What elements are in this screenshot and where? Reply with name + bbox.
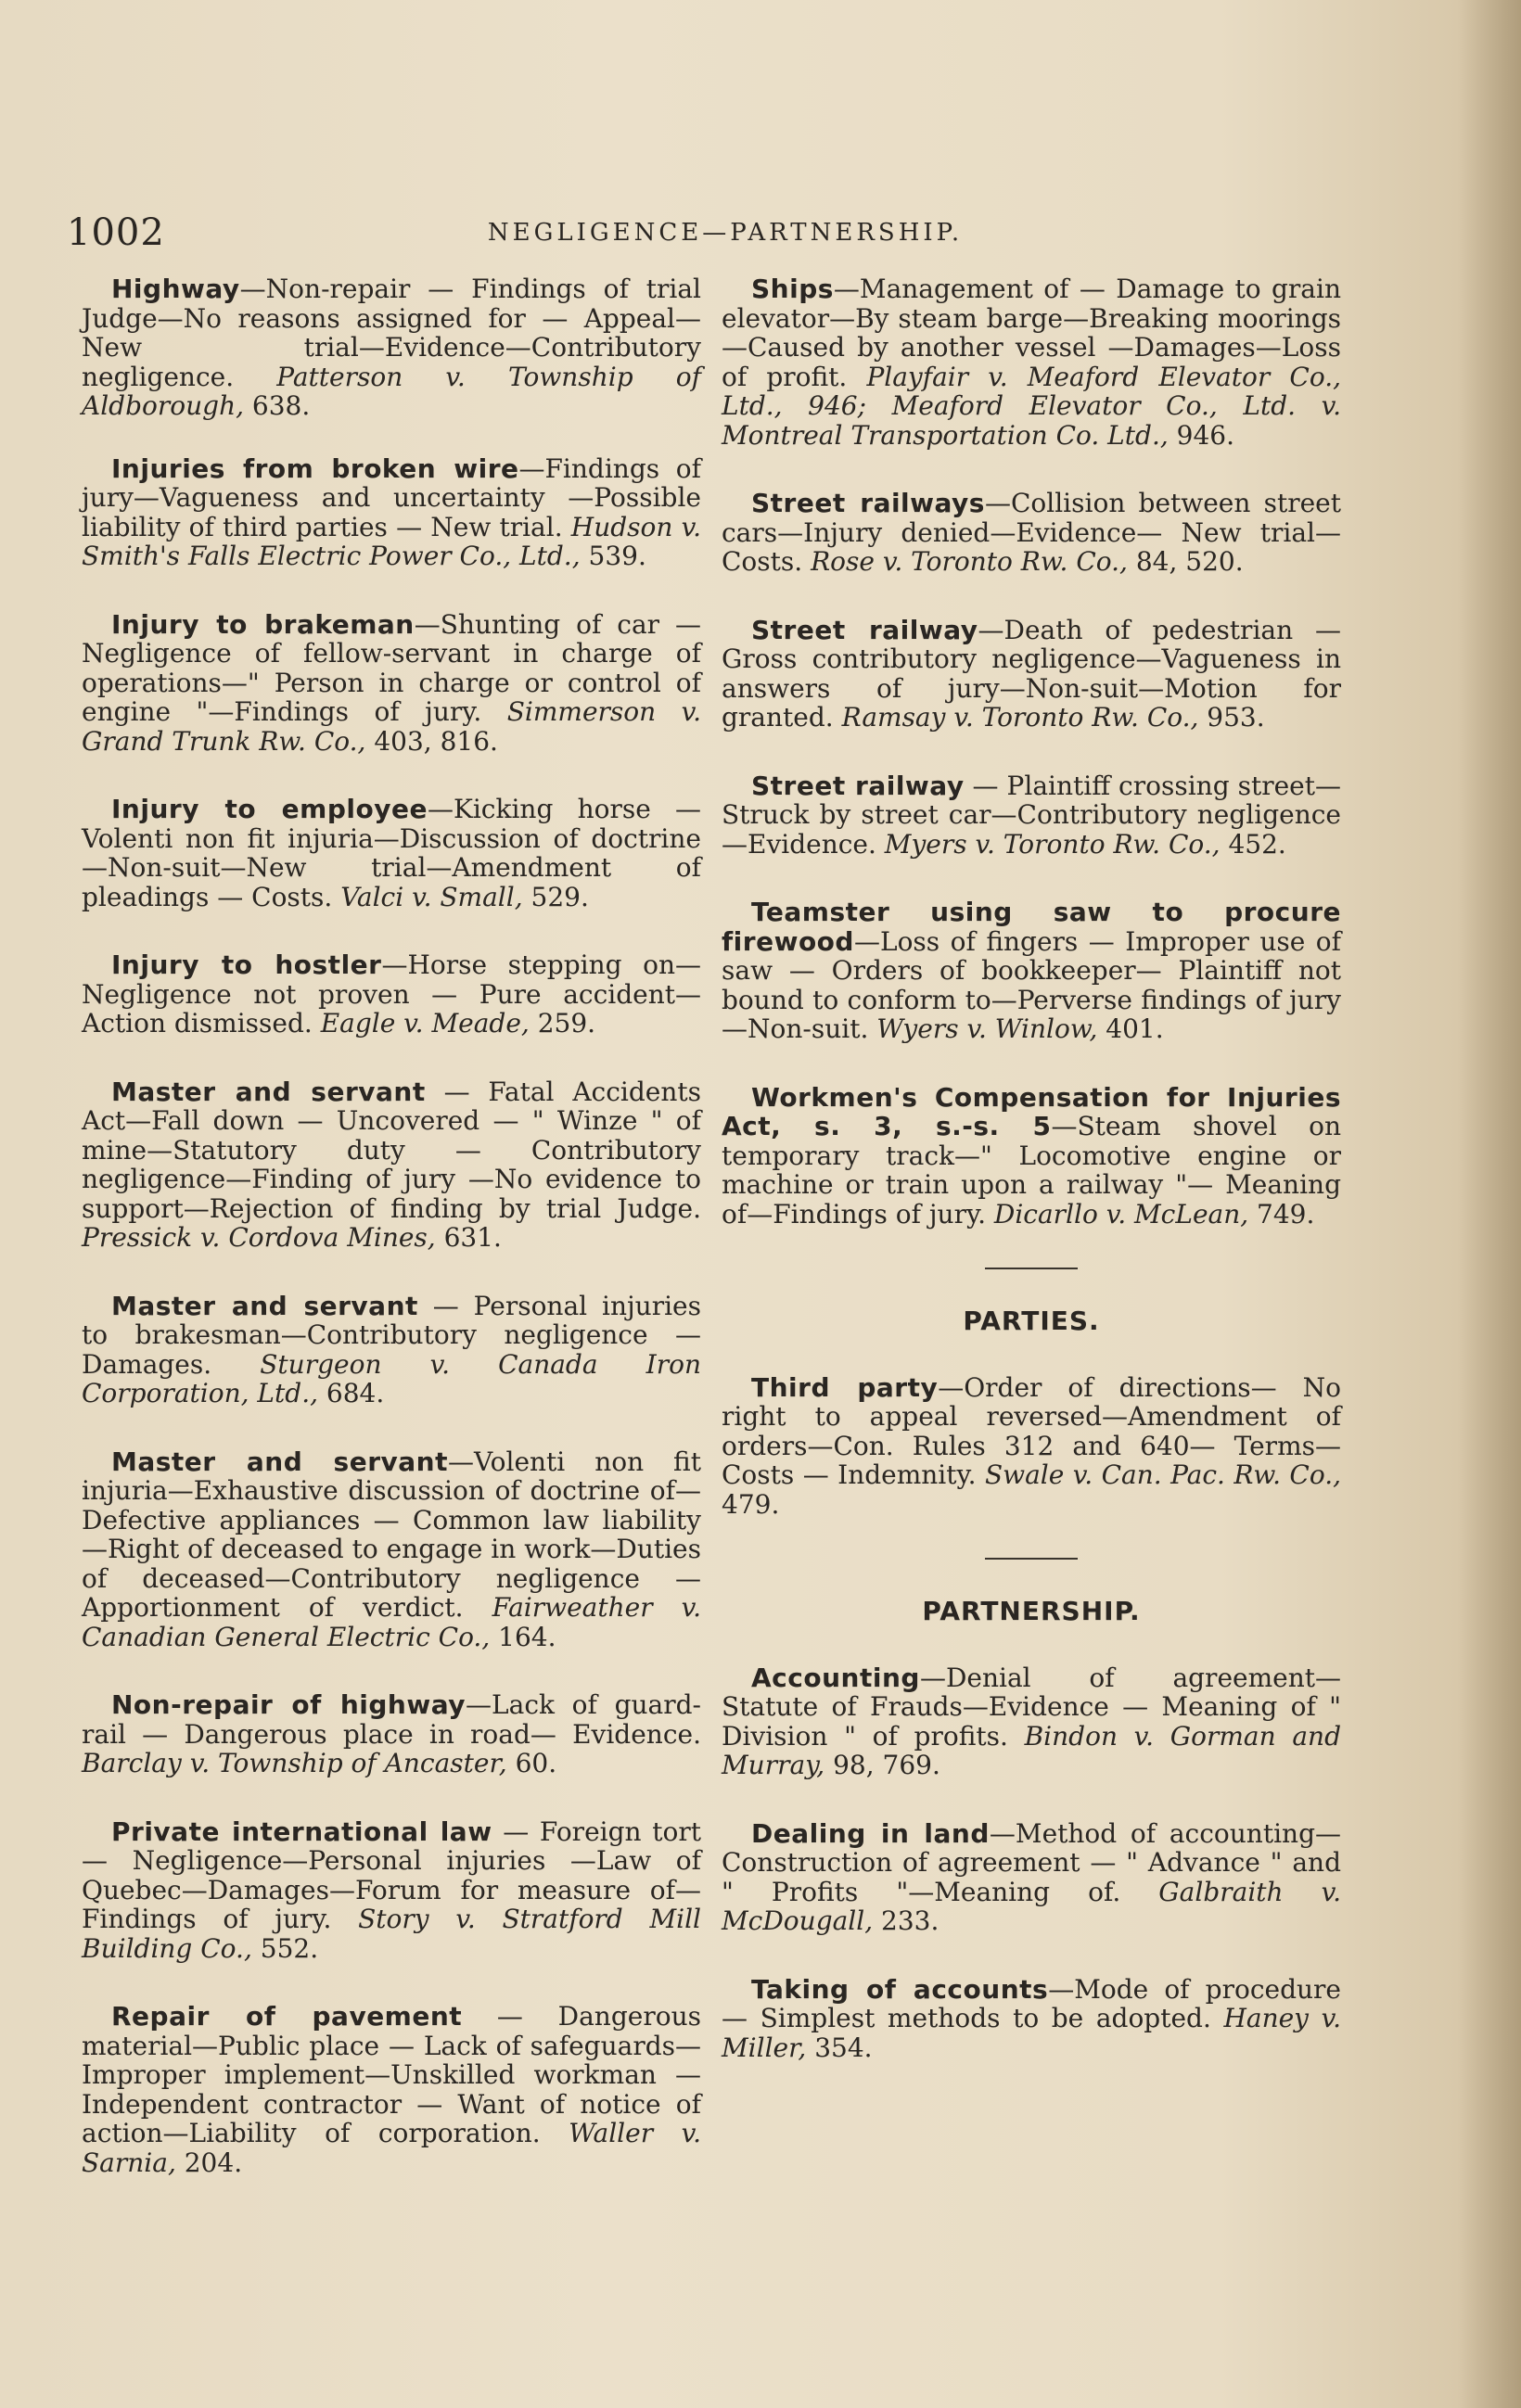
entry-citation: Myers v. Toronto Rw. Co., [884, 828, 1221, 860]
running-head: NEGLIGENCE—PARTNERSHIP. [487, 219, 964, 247]
entry-page-ref: 631. [435, 1222, 502, 1253]
entry-citation: Bindon v. Gorman and Murray, [722, 1720, 1341, 1780]
entry-citation: Waller v. Sarnia, [82, 2118, 702, 2178]
entry-citation: Hudson v. Smith's Falls Electric Power Co., Ltd., [82, 511, 701, 571]
entry-body: — Plaintiff crossing street—Struck by street car—Contributory negligence—Evidence. [722, 770, 1341, 860]
index-entry [82, 1817, 701, 1964]
entry-page-ref: 953. [1198, 702, 1265, 733]
entry-citation: Playfair v. Meaford Elevator Co., Ltd., 946; Meaford Elevator Co., Ltd. v. Montreal Transportation Co. Ltd., [722, 361, 1341, 451]
index-entry [82, 274, 701, 421]
entry-body: —Horse stepping on—Negligence not proven — Pure accident—Action dismissed. [82, 949, 701, 1038]
entry-body: —Non-repair — Findings of trial Judge—No reasons assigned for — Appeal—New trial—Evidence—Contributory negligence. [82, 274, 701, 392]
entry-citation: Fairweather v. Canadian General Electric Co., [82, 1592, 701, 1652]
entry-body: —Lack of guard-rail — Dangerous place in road— Evidence. [82, 1689, 701, 1750]
index-entry [82, 1077, 701, 1253]
index-entry [722, 274, 1341, 450]
entry-page-ref: 638. [244, 390, 311, 421]
entry-headword: Accounting [751, 1662, 920, 1693]
index-entry [722, 898, 1341, 1044]
entry-headword: Repair of pavement [111, 2001, 463, 2032]
entry-citation: Patterson v. Township of Aldborough, [82, 361, 701, 421]
entry-headword: Street railway [751, 770, 965, 801]
entry-citation: Barclay v. Township of Ancaster, [82, 1748, 507, 1778]
entry-headword: Injury to employee [111, 794, 428, 824]
entry-citation: Sturgeon v. Canada Iron Corporation, Ltd., [82, 1348, 701, 1408]
index-entry [82, 454, 701, 571]
entry-body: — Dangerous material—Public place — Lack of safeguards—Improper implement—Unskilled workman — Independent contractor — Want of notice of action—Liability of corporation. [82, 2001, 701, 2148]
entry-headword: Master and servant [111, 1446, 448, 1477]
index-entry [82, 610, 701, 757]
entry-body: — Fatal Accidents Act—Fall down — Uncovered — " Winze " of mine—Statutory duty — Contributory negligence—Finding of jury —No evidence to support—Rejection of finding by trial Judge. [82, 1076, 702, 1224]
index-entry [82, 795, 701, 911]
page-number: 1002 [67, 211, 165, 254]
entry-page-ref: 98, 769. [824, 1750, 940, 1780]
entry-page-ref: 539. [580, 541, 646, 571]
entry-citation: Wyers v. Winlow, [876, 1013, 1098, 1044]
page-header [67, 211, 1384, 258]
entry-citation: Eagle v. Meade, [320, 1008, 530, 1038]
binding-shadow [1456, 0, 1521, 2408]
entry-body: —Denial of agreement— Statute of Frauds—Evidence — Meaning of " Division " of profits. [722, 1662, 1341, 1752]
section-heading-parties: PARTIES. [963, 1306, 1100, 1336]
entry-headword: Ships [751, 274, 834, 304]
index-entry [82, 1292, 701, 1408]
entry-page-ref: 529. [522, 881, 589, 912]
entry-headword: Injury to brakeman [111, 608, 415, 640]
entry-page-ref: 259. [529, 1008, 596, 1038]
entry-page-ref: 401. [1097, 1013, 1164, 1044]
entry-page-ref: 164. [490, 1621, 556, 1652]
entry-citation: Story v. Stratford Mill Building Co., [82, 1904, 701, 1964]
entry-headword: Third party [751, 1371, 939, 1403]
entry-page-ref: 946. [1168, 419, 1234, 451]
entry-page-ref: 60. [506, 1748, 557, 1778]
entry-citation: Galbraith v. McDougall, [722, 1876, 1341, 1936]
index-entry [722, 771, 1341, 860]
index-entry [722, 1819, 1341, 1936]
entry-body: —Loss of fingers — Improper use of saw — Orders of bookkeeper— Plaintiff not bound to conform to—Perverse findings of jury—Non-suit. [722, 925, 1341, 1044]
section-divider [985, 1558, 1078, 1560]
entry-body: — Personal injuries to brakesman—Contributory negligence — Damages. [82, 1290, 701, 1380]
entry-headword: Taking of accounts [751, 1973, 1049, 2005]
index-entry [722, 1083, 1341, 1229]
index-entry [722, 1663, 1341, 1780]
entry-page-ref: 552. [251, 1932, 319, 1964]
entry-page-ref: 233. [873, 1905, 939, 1936]
entry-headword: Street railways [751, 488, 985, 518]
entry-citation: Valci v. Small, [340, 881, 523, 912]
entry-page-ref: 84, 520. [1127, 546, 1244, 577]
entry-body: —Order of directions— No right to appeal reversed—Amendment of orders—Con. Rules 312 and 640— Terms—Costs — Indemnity. [722, 1371, 1341, 1490]
entry-body: —Steam shovel on temporary track—" Locomotive engine or machine or train upon a railway "— Meaning of—Findings of jury. [722, 1111, 1341, 1229]
entry-body: —Findings of jury—Vagueness and uncertainty —Possible liability of third parties — New trial. [82, 452, 701, 542]
entry-headword: Master and servant [111, 1076, 426, 1107]
entry-headword: Injury to hostler [111, 949, 382, 980]
index-entry [722, 616, 1341, 733]
entry-page-ref: 479. [722, 1488, 780, 1520]
section-divider [985, 1268, 1078, 1269]
entry-headword: Injuries from broken wire [111, 452, 519, 484]
entry-page-ref: 403, 816. [365, 725, 498, 757]
entry-citation: Rose v. Toronto Rw. Co., [811, 546, 1128, 577]
section-heading-partnership: PARTNERSHIP. [922, 1596, 1141, 1626]
entry-headword: Teamster using saw to procure firewood [722, 897, 1341, 957]
entry-headword: Non-repair of highway [111, 1689, 467, 1720]
entry-headword: Private international law [111, 1816, 492, 1847]
index-entry [82, 950, 701, 1038]
entry-page-ref: 749. [1248, 1198, 1315, 1229]
entry-page-ref: 684. [318, 1378, 385, 1408]
entry-citation: Swale v. Can. Pac. Rw. Co., [984, 1459, 1341, 1490]
index-entry [82, 1690, 701, 1778]
entry-body: —Method of accounting—Construction of agreement — " Advance " and " Profits "—Meaning of. [722, 1817, 1341, 1907]
entry-headword: Dealing in land [751, 1817, 990, 1849]
entry-page-ref: 354. [806, 2032, 873, 2063]
entry-citation: Pressick v. Cordova Mines, [82, 1222, 436, 1253]
entry-body: —Death of pedestrian —Gross contributory negligence—Vagueness in answers of jury—Non-suit—Motion for granted. [722, 614, 1341, 733]
entry-body: — Foreign tort — Negligence—Personal injuries —Law of Quebec—Damages—Forum for measure of—Findings of jury. [82, 1816, 701, 1934]
entry-headword: Workmen's Compensation for Injuries Act, s. 3, s.-s. 5 [722, 1081, 1341, 1141]
entry-body: —Kicking horse —Volenti non fit injuria—Discussion of doctrine—Non-suit—New trial—Amendment of pleadings — Costs. [82, 794, 701, 912]
entry-citation: Haney v. Miller, [722, 2003, 1341, 2063]
entry-page-ref: 204. [175, 2147, 243, 2178]
index-entry [722, 489, 1341, 577]
entry-citation: Simmerson v. Grand Trunk Rw. Co., [82, 696, 701, 757]
entry-body: —Volenti non fit injuria—Exhaustive discussion of doctrine of—Defective appliances — Common law liability—Right of deceased to engage in work—Duties of deceased—Contributory negligence — Apportionment of verdict. [82, 1446, 701, 1623]
entry-citation: Dicarllo v. McLean, [993, 1198, 1249, 1229]
index-entry [722, 1975, 1341, 2063]
right-column [722, 274, 1341, 2101]
entry-body: —Management of — Damage to grain elevator—By steam barge—Breaking moorings—Caused by another vessel —Damages—Loss of profit. [722, 274, 1341, 392]
entry-page-ref: 452. [1220, 828, 1286, 860]
entry-body: —Shunting of car — Negligence of fellow-servant in charge of operations—" Person in charge or control of engine "—Findings of jury. [82, 608, 701, 727]
entry-headword: Master and servant [111, 1290, 418, 1321]
index-entry [722, 1373, 1341, 1520]
index-entry [82, 2002, 701, 2177]
left-column [82, 274, 701, 2216]
entry-citation: Ramsay v. Toronto Rw. Co., [841, 702, 1199, 733]
entry-body: —Mode of procedure — Simplest methods to be adopted. [722, 1973, 1341, 2033]
entry-headword: Highway [111, 274, 240, 304]
entry-headword: Street railway [751, 614, 978, 645]
entry-body: —Collision between street cars—Injury denied—Evidence— New trial—Costs. [722, 488, 1341, 577]
index-entry [82, 1447, 701, 1652]
